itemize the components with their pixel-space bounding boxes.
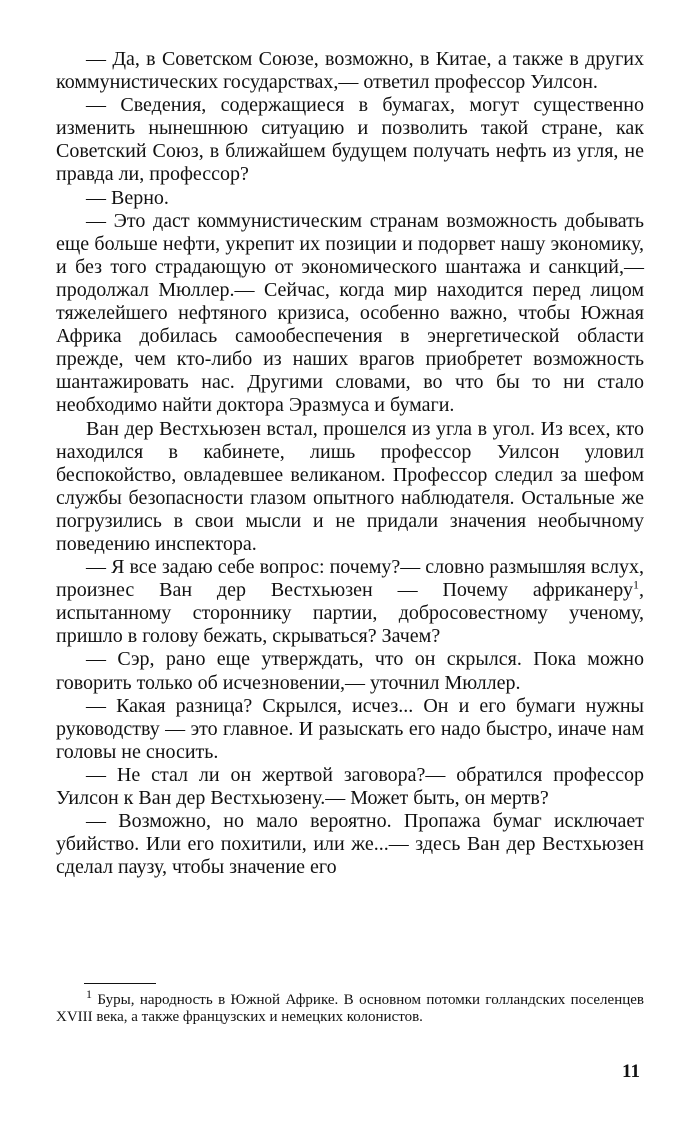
paragraph-4: — Это даст коммунистическим странам возможность добывать еще больше нефти, укрепит их позиции и подорвет нашу экономику, и без того страдающую от экономического шантажа и санкций,— продолжал Мюллер.— Сейчас, когда мир находится перед лицом тяжелейшего нефтяного кризиса, особенно важно, чтобы Южная Африка добилась самообеспечения в энергетической области прежде, чем кто-либо из наших врагов приобретет возможность шантажировать нас. Другими словами, во что бы то ни стало необходимо найти доктора Эразмуса и бумаги. bbox=[56, 209, 644, 417]
main-text bbox=[56, 48, 644, 879]
footnote bbox=[56, 987, 644, 1026]
paragraph-2: — Сведения, содержащиеся в бумагах, могут существенно изменить нынешнюю ситуацию и позволить такой стране, как Советский Союз, в ближайшем будущем получать нефть из угля, не правда ли, профессор? bbox=[56, 94, 644, 186]
paragraph-6 bbox=[56, 556, 644, 648]
paragraph-5: Ван дер Вестхьюзен встал, прошелся из угла в угол. Из всех, кто находился в кабинете, лишь профессор Уилсон уловил беспокойство, овладевшее великаном. Профессор следил за шефом службы безопасности глазом опытного наблюдателя. Остальные же погрузились в свои мысли и не придали значения необычному поведению инспектора. bbox=[56, 417, 644, 555]
paragraph-7: — Сэр, рано еще утверждать, что он скрылся. Пока можно говорить только об исчезновении,— уточнил Мюллер. bbox=[56, 648, 644, 694]
footnote-reference: 1 bbox=[633, 577, 639, 592]
paragraph-6-start: — Я все задаю себе вопрос: почему?— словно размышляя вслух, произнес Ван дер Вестхьюзен — Почему африканеру bbox=[56, 556, 644, 602]
paragraph-8: — Какая разница? Скрылся, исчез... Он и его бумаги нужны руководству — это главное. И разыскать его надо быстро, иначе нам головы не сносить. bbox=[56, 694, 644, 763]
footnote-text: Буры, народность в Южной Африке. В основном потомки голландских поселенцев XVIII века, а также французских и немецких колонистов. bbox=[56, 992, 644, 1025]
paragraph-9: — Не стал ли он жертвой заговора?— обратился профессор Уилсон к Ван дер Вестхьюзену.— Может быть, он мертв? bbox=[56, 763, 644, 809]
footnote-divider bbox=[84, 983, 156, 984]
paragraph-6-end: , испытанному стороннику партии, добросовестному ученому, пришло в голову бежать, скрываться? Зачем? bbox=[56, 579, 644, 648]
page-number: 11 bbox=[622, 1061, 640, 1082]
paragraph-1: — Да, в Советском Союзе, возможно, в Китае, а также в других коммунистических государствах,— ответил профессор Уилсон. bbox=[56, 48, 644, 94]
paragraph-10: — Возможно, но мало вероятно. Пропажа бумаг исключает убийство. Или его похитили, или же...— здесь Ван дер Вестхьюзен сделал паузу, чтобы значение его bbox=[56, 810, 644, 879]
footnote-mark: 1 bbox=[86, 987, 92, 1001]
paragraph-3: — Верно. bbox=[86, 186, 169, 209]
